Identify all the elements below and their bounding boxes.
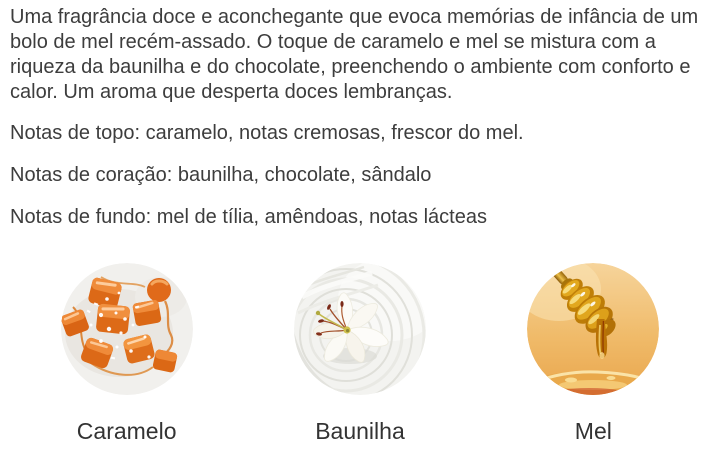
heart-notes-text: Notas de coração: baunilha, chocolate, sândalo	[10, 164, 432, 186]
note-label-caramelo: Caramelo	[76, 418, 177, 444]
note-item-caramelo	[10, 263, 243, 445]
note-item-mel	[477, 263, 710, 445]
caramel-photo	[61, 263, 193, 395]
notes-gallery	[10, 263, 717, 445]
note-item-baunilha	[243, 263, 476, 445]
note-label-mel: Mel	[574, 418, 612, 444]
description-paragraph: Uma fragrância doce e aconchegante que evoca memórias de infância de um bolo de mel recém-assado. O toque de caramelo e mel se mistura com a riqueza da baunilha e do chocolate, preenchendo o ambiente com conforto e calor. Um aroma que desperta doces lembranças.	[10, 6, 699, 103]
vanilla-photo	[294, 263, 426, 395]
fragrance-description	[10, 5, 707, 230]
note-label-baunilha: Baunilha	[315, 418, 405, 444]
honey-photo	[527, 263, 659, 395]
top-notes-text: Notas de topo: caramelo, notas cremosas, frescor do mel.	[10, 122, 524, 144]
base-notes-text: Notas de fundo: mel de tília, amêndoas, notas lácteas	[10, 206, 487, 228]
